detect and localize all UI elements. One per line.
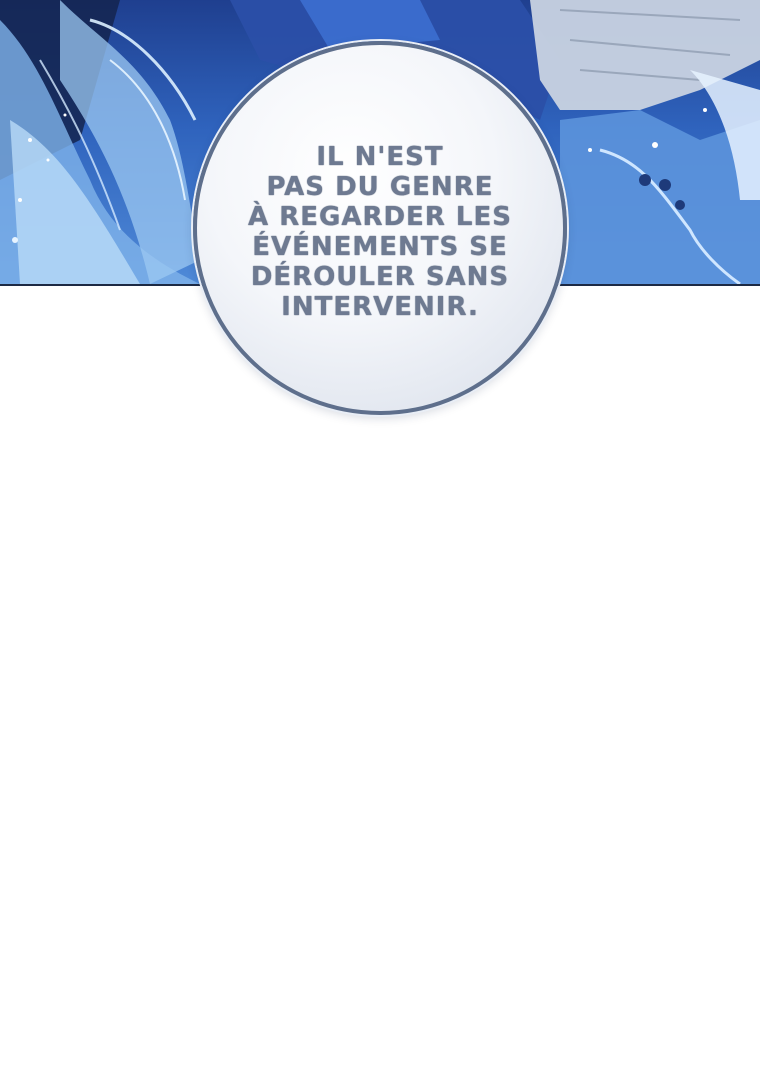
speech-bubble-text bbox=[215, 142, 545, 322]
speech-line: DÉROULER SANS bbox=[250, 262, 510, 292]
speech-line: ÉVÉNEMENTS SE bbox=[252, 232, 508, 262]
speech-line: À REGARDER LES bbox=[248, 202, 512, 232]
speech-line: IL N'EST bbox=[316, 142, 444, 172]
speech-line: INTERVENIR. bbox=[281, 292, 479, 322]
speech-line: PAS DU GENRE bbox=[266, 172, 494, 202]
